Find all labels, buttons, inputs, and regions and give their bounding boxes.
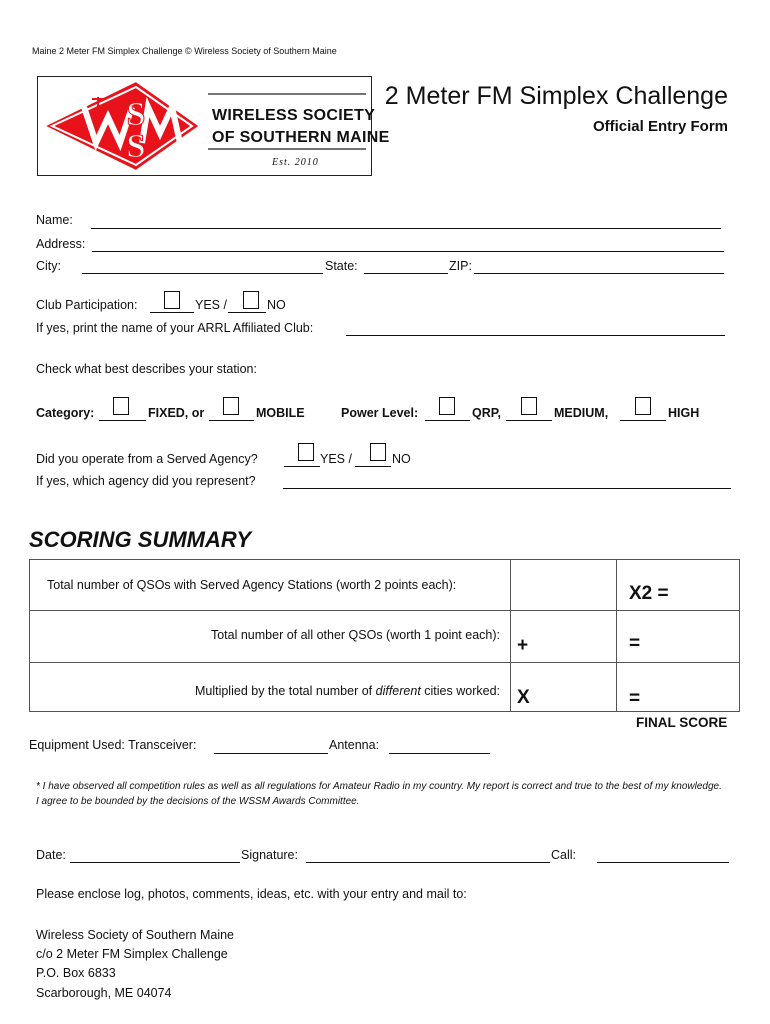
served-yes-line: [284, 466, 320, 467]
mailing-address-line-2: c/o 2 Meter FM Simplex Challenge: [36, 947, 228, 961]
mailing-address-line-1: Wireless Society of Southern Maine: [36, 928, 235, 942]
state-label: State:: [325, 259, 358, 273]
wssm-logo: [37, 76, 390, 176]
score-row-2-label-cell: [29, 610, 511, 663]
call-label: Call:: [551, 848, 577, 862]
wssm-monogram-icon: [38, 77, 371, 175]
score-row-2-operator: +: [517, 635, 529, 656]
mobile-line: [209, 420, 254, 421]
call-field[interactable]: [597, 862, 729, 863]
name-field[interactable]: [91, 228, 721, 229]
city-label: City:: [36, 259, 61, 273]
served-no-line: [355, 466, 391, 467]
logo-established: Est. 2010: [272, 157, 319, 168]
club-no-checkbox[interactable]: [243, 291, 259, 309]
qrp-label: QRP,: [472, 406, 501, 420]
score-row-2-label: Total number of all other QSOs (worth 1 point each):: [210, 628, 500, 642]
antenna-field[interactable]: [389, 753, 490, 754]
name-label: Name:: [36, 213, 73, 227]
logo-name-line1: WIRELESS SOCIETY: [212, 107, 376, 124]
address-label: Address:: [36, 237, 86, 251]
club-name-field[interactable]: [346, 335, 725, 336]
mobile-label: MOBILE: [256, 406, 305, 420]
served-no-checkbox[interactable]: [370, 443, 386, 461]
score-row-2-input[interactable]: [510, 610, 617, 663]
high-label: HIGH: [668, 406, 700, 420]
mailing-address-line-3: P.O. Box 6833: [36, 966, 116, 980]
form-title: 2 Meter FM Simplex Challenge: [384, 82, 728, 110]
svg-text:S: S: [126, 128, 146, 165]
score-row-3-operator: X: [517, 687, 530, 708]
high-checkbox[interactable]: [635, 397, 651, 415]
transceiver-label: Equipment Used: Transceiver:: [29, 738, 197, 752]
medium-checkbox[interactable]: [521, 397, 537, 415]
club-yes-line: [150, 312, 194, 313]
date-field[interactable]: [70, 862, 240, 863]
score-row-3-label: Multiplied by the total number of different cities worked:: [194, 684, 500, 698]
score-row-2-result-label: =: [629, 633, 641, 654]
disclaimer-text: * I have observed all competition rules as well as all regulations for Amateur Radio in my country. My report is correct and true to the best of my knowledge. I agree to be bounded by the decisions of the WSSM Awards Committee.: [36, 781, 722, 807]
form-subtitle: Official Entry Form: [592, 118, 728, 135]
antenna-label: Antenna:: [329, 738, 380, 752]
zip-field[interactable]: [474, 273, 724, 274]
served-agency-question: Did you operate from a Served Agency?: [36, 452, 258, 466]
score-row-1-label-cell: [29, 559, 511, 611]
score-row-3-result[interactable]: [616, 662, 740, 712]
served-yes-checkbox[interactable]: [298, 443, 314, 461]
club-no-label: NO: [267, 298, 286, 312]
final-score-label: FINAL SCORE: [636, 715, 728, 730]
mailing-instruction: Please enclose log, photos, comments, ideas, etc. with your entry and mail to:: [36, 887, 467, 901]
agency-label: If yes, which agency did you represent?: [36, 474, 256, 488]
qrp-line: [425, 420, 470, 421]
club-participation-label: Club Participation:: [36, 298, 138, 312]
mailing-address-line-4: Scarborough, ME 04074: [36, 986, 172, 1000]
running-header: Maine 2 Meter FM Simplex Challenge © Wireless Society of Southern Maine: [32, 46, 337, 56]
zip-label: ZIP:: [449, 259, 472, 273]
scoring-summary-title: SCORING SUMMARY: [29, 527, 252, 552]
club-no-line: [228, 312, 266, 313]
medium-label: MEDIUM,: [554, 406, 609, 420]
category-label: Category:: [36, 406, 95, 420]
station-prompt: Check what best describes your station:: [36, 362, 257, 376]
club-yes-label: YES /: [195, 298, 227, 312]
served-no-label: NO: [392, 452, 411, 466]
fixed-line: [99, 420, 146, 421]
transceiver-field[interactable]: [214, 753, 328, 754]
score-row-3-result-label: =: [629, 688, 641, 709]
club-yes-checkbox[interactable]: [164, 291, 180, 309]
score-row-2-result[interactable]: [616, 610, 740, 663]
score-row-1-label: Total number of QSOs with Served Agency Stations (worth 2 points each):: [47, 578, 457, 592]
score-row-3-input[interactable]: [510, 662, 617, 712]
medium-line: [506, 420, 552, 421]
mobile-checkbox[interactable]: [223, 397, 239, 415]
date-label: Date:: [36, 848, 66, 862]
address-field[interactable]: [92, 251, 724, 252]
qrp-checkbox[interactable]: [439, 397, 455, 415]
signature-field[interactable]: [306, 862, 550, 863]
score-row-1-result-label: X2 =: [629, 583, 669, 604]
city-field[interactable]: [82, 273, 323, 274]
score-row-3-label-cell: [29, 662, 511, 712]
fixed-checkbox[interactable]: [113, 397, 129, 415]
score-row-1-result[interactable]: [616, 559, 740, 611]
served-yes-label: YES /: [320, 452, 352, 466]
state-field[interactable]: [364, 273, 448, 274]
svg-text:S: S: [126, 96, 146, 133]
logo-name-line2: OF SOUTHERN MAINE: [212, 129, 390, 146]
score-row-1-input[interactable]: [510, 559, 617, 611]
high-line: [620, 420, 666, 421]
fixed-label: FIXED, or: [148, 406, 205, 420]
agency-field[interactable]: [283, 488, 731, 489]
signature-label: Signature:: [241, 848, 298, 862]
club-name-label: If yes, print the name of your ARRL Affiliated Club:: [36, 321, 314, 335]
power-level-label: Power Level:: [341, 406, 419, 420]
